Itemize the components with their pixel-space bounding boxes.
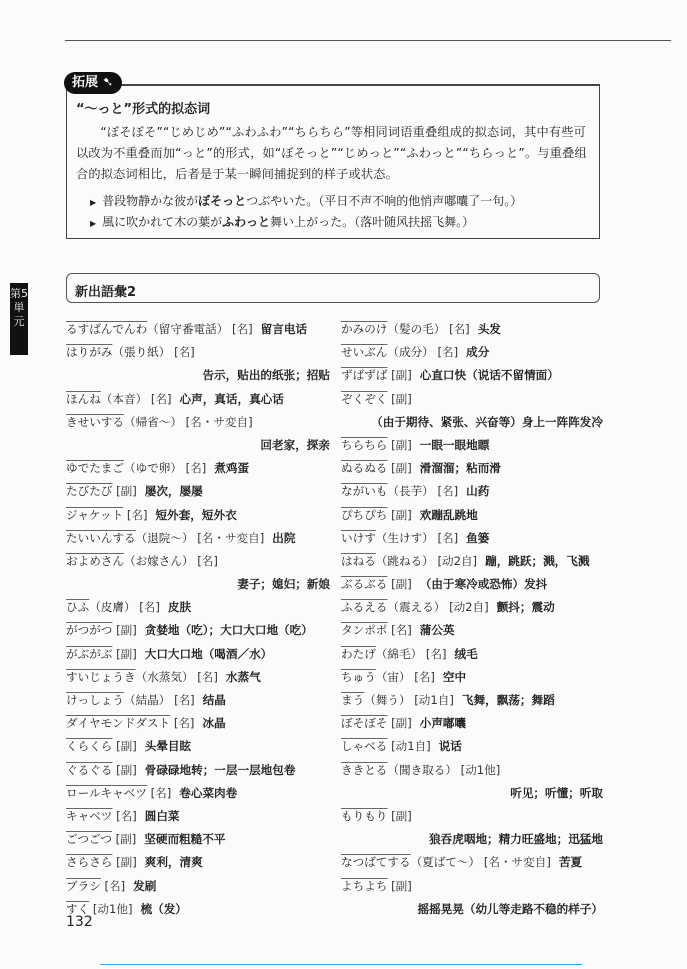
part-of-speech: [副]	[391, 368, 412, 383]
vocab-meaning: 欢蹦乱跳地	[419, 507, 478, 522]
vocab-kanji: （髪の毛）	[387, 322, 446, 336]
vocab-entry	[341, 480, 603, 503]
vocab-meaning: 出院	[272, 530, 296, 545]
vocab-entry	[66, 666, 330, 689]
part-of-speech: [名・サ変自]	[483, 855, 551, 870]
extension-badge	[64, 72, 122, 94]
vocab-meaning: 皮肤	[167, 600, 192, 615]
vocab-meaning: 留言电话	[260, 322, 308, 336]
part-of-speech: [名]	[174, 345, 195, 360]
part-of-speech: [名]	[437, 345, 459, 360]
part-of-speech: [动1他]	[92, 901, 133, 916]
vocab-word: よちよち	[341, 878, 388, 893]
vocab-meaning: 爽利，清爽	[144, 855, 203, 870]
vocab-word: すいじょうき	[66, 669, 136, 684]
vocab-entry	[341, 759, 603, 782]
vocab-word: ぶるぶる	[341, 577, 388, 592]
vocab-entry	[66, 759, 330, 782]
vocab-kanji: （ゆで卵）	[123, 461, 182, 476]
vocab-meaning: 坚硬而粗糙不平	[144, 832, 226, 847]
example-sentence	[90, 192, 522, 209]
vocab-entry	[66, 388, 330, 411]
part-of-speech: [名]	[174, 693, 195, 707]
part-of-speech: [名]	[391, 623, 412, 638]
vocab-word: たいいんする	[66, 530, 136, 545]
vocab-entry	[66, 550, 330, 573]
part-of-speech: [副]	[391, 808, 412, 823]
part-of-speech: [名]	[116, 808, 137, 823]
vocab-entry	[341, 457, 603, 480]
vocab-entry	[341, 318, 603, 341]
vocab-meaning: 苦夏	[558, 855, 583, 870]
vocab-meaning: 小声嘟囔	[419, 716, 467, 731]
vocab-entry	[341, 619, 603, 642]
vocab-meaning: 贪婪地（吃）；大口大口地（吃）	[144, 623, 313, 638]
vocab-meaning: 飞舞，飘荡；舞蹈	[461, 693, 555, 707]
part-of-speech: [副]	[116, 739, 137, 754]
vocab-meaning: 蹦，跳跃；溅，飞溅	[485, 553, 590, 568]
vocab-entry	[66, 341, 330, 364]
vocab-kanji: （留守番電話）	[147, 322, 229, 336]
vocab-kanji: （結晶）	[123, 693, 171, 707]
vocab-meaning: 狼吞虎咽地；精力旺盛地；迅猛地	[429, 832, 603, 847]
vocab-kanji: （舞う）	[364, 693, 411, 707]
example-highlight: ぼそっと	[198, 194, 247, 208]
vocab-word: いけす	[341, 530, 376, 545]
vocab-word: すく	[66, 901, 90, 916]
vocab-meaning: 听见；听懂；听取	[510, 785, 603, 800]
vocab-entry	[66, 735, 330, 758]
part-of-speech: [名]	[139, 600, 160, 615]
part-of-speech: [名]	[104, 878, 126, 893]
vocab-meaning: 颤抖；震动	[496, 600, 555, 615]
vocab-word: ずばずば	[341, 368, 388, 383]
vocab-word: なつばてする	[341, 855, 411, 870]
part-of-speech: [副]	[391, 878, 412, 893]
extension-paragraph: “ぼそぼそ”“じめじめ”“ふわふわ”“ちらちら”等相同词语重叠组成的拟态词，其中有些可以改为不重叠而加“っと”的形式，如“ぼそっと”“じめっと”“ふわっと”“ちらっと”。与重叠组合的拟态词相比，后者是于某一瞬间捕捉到的样子或状态。	[76, 125, 587, 181]
vocab-column-right	[341, 318, 603, 921]
vocab-word: わたげ	[341, 646, 376, 661]
vocab-meaning: 山药	[466, 484, 490, 499]
part-of-speech: [名]	[437, 484, 459, 499]
vocab-meaning: 蒲公英	[419, 623, 455, 638]
part-of-speech: [名]	[449, 322, 470, 336]
vocab-word: がつがつ	[66, 623, 113, 638]
example-text: つぶやいた。（平日不声不响的他悄声嘟囔了一句。）	[246, 194, 523, 208]
vocab-word: るすばんでんわ	[66, 322, 148, 336]
vocab-entry	[66, 875, 330, 898]
part-of-speech: [名]	[197, 669, 218, 684]
vocab-word: タンポポ	[341, 623, 388, 638]
vocab-meaning: 头发	[477, 322, 501, 336]
extension-box-top-rule	[118, 84, 600, 86]
vocab-meaning: 水蒸气	[225, 669, 261, 684]
vocab-meaning: 鱼篓	[466, 530, 490, 545]
vocab-kanji: （本音）	[100, 391, 148, 406]
vocab-kanji: （聞き取る）	[387, 762, 457, 777]
vocab-meaning-line	[66, 364, 330, 387]
vocab-word: およめさん	[66, 553, 124, 568]
vocab-word: ぼそぼそ	[341, 716, 388, 731]
vocab-entry	[66, 689, 330, 712]
part-of-speech: [副]	[116, 623, 137, 638]
vocab-meaning-line	[341, 411, 603, 434]
vocab-kanji: （お嫁さん）	[123, 553, 194, 568]
part-of-speech: [名]	[173, 716, 195, 731]
vocab-kanji: （帰省～）	[123, 414, 182, 429]
vocab-word: ブラシ	[66, 878, 101, 893]
vocab-kanji: （成分）	[387, 345, 434, 360]
vocab-word: きせいする	[66, 414, 124, 429]
vocab-word: しゃべる	[341, 739, 388, 754]
vocab-entry	[66, 851, 330, 874]
vocab-word: ゆでたまご	[66, 461, 124, 476]
vocab-meaning: 圆白菜	[144, 808, 180, 823]
vocab-meaning: 说话	[438, 739, 462, 754]
vocab-entry	[341, 341, 603, 364]
vocab-word: はりがみ	[66, 345, 113, 360]
footer-rule	[100, 964, 582, 965]
vocab-meaning-line	[341, 828, 603, 851]
vocab-word: ほんね	[66, 391, 101, 406]
vocab-meaning: 绒毛	[454, 646, 478, 661]
vocab-word: ふるえる	[341, 600, 388, 615]
vocab-entry	[341, 643, 603, 666]
vocab-word: かみのけ	[341, 322, 388, 336]
vocab-word: ぴちぴち	[341, 507, 388, 522]
vocab-entry	[66, 480, 330, 503]
vocab-entry	[341, 550, 603, 573]
vocab-meaning: 结晶	[202, 693, 226, 707]
vocab-kanji: （綿毛）	[375, 646, 423, 661]
example-text: 普段物静かな彼が	[102, 194, 199, 208]
vocab-word: まう	[341, 693, 365, 707]
part-of-speech: [名]	[126, 507, 148, 522]
vocab-word: ジャケット	[66, 507, 124, 522]
vocab-meaning: 发刷	[133, 878, 157, 893]
part-of-speech: [名]	[185, 461, 207, 476]
part-of-speech: [副]	[116, 855, 137, 870]
vocab-entry	[341, 735, 603, 758]
vocab-kanji: （退院～）	[135, 530, 194, 545]
vocab-column-left	[66, 318, 330, 921]
vocab-entry	[341, 388, 603, 411]
part-of-speech: [名]	[197, 553, 218, 568]
vocab-word: ひふ	[66, 600, 90, 615]
vocab-entry	[66, 411, 330, 434]
vocab-meaning: 梳（发）	[140, 901, 187, 916]
vocab-meaning: 屡次，屡屡	[144, 484, 203, 499]
unit-side-tab: 第5単元	[10, 283, 28, 355]
example-text: 舞い上がった。（落叶随风扶摇飞舞。）	[270, 215, 475, 229]
vocab-entry	[341, 596, 603, 619]
vocab-entry	[341, 689, 603, 712]
part-of-speech: [名・サ変自]	[197, 530, 265, 545]
part-of-speech: [副]	[116, 646, 137, 661]
vocab-meaning: 空中	[442, 669, 467, 684]
vocab-entry	[66, 782, 330, 805]
vocab-entry	[341, 805, 603, 828]
part-of-speech: [名]	[414, 669, 435, 684]
triangle-bullet-icon: ▶	[90, 219, 97, 228]
example-sentence	[90, 213, 474, 230]
vocab-word: ごつごつ	[66, 832, 112, 847]
part-of-speech: [动2自]	[449, 600, 489, 615]
vocab-entry	[66, 619, 330, 642]
vocab-word: けっしょう	[66, 693, 124, 707]
part-of-speech: [副]	[115, 832, 137, 847]
vocab-meaning: 摇摇晃晃（幼儿等走路不稳的样子）	[417, 901, 603, 916]
part-of-speech: [副]	[391, 461, 412, 476]
vocab-word: もりもり	[341, 808, 388, 823]
vocab-kanji: （長芋）	[387, 484, 434, 499]
vocab-word: さらさら	[66, 855, 113, 870]
vocab-word: ぬるぬる	[341, 461, 388, 476]
vocab-meaning: 大口大口地（喝酒／水）	[144, 646, 273, 661]
vocab-kanji: （皮膚）	[89, 600, 136, 615]
example-highlight: ふわっと	[222, 215, 271, 229]
vocab-entry	[66, 318, 330, 341]
vocab-word: がぶがぶ	[66, 646, 113, 661]
part-of-speech: [副]	[116, 762, 137, 777]
vocab-meaning: 一眼一眼地瞟	[419, 437, 490, 452]
vocab-meaning-line	[341, 898, 603, 921]
vocab-word: ぞくぞく	[341, 391, 388, 406]
vocab-entry	[66, 643, 330, 666]
vocab-entry	[341, 504, 603, 527]
vocab-entry	[341, 573, 603, 596]
part-of-speech: [副]	[391, 507, 412, 522]
part-of-speech: [动2自]	[437, 553, 478, 568]
vocab-entry	[66, 527, 330, 550]
vocab-entry	[341, 851, 603, 874]
vocab-entry	[341, 712, 603, 735]
vocab-entry	[66, 712, 330, 735]
part-of-speech: [名]	[232, 322, 253, 336]
part-of-speech: [副]	[391, 577, 412, 592]
vocab-word: くらくら	[66, 739, 113, 754]
vocab-meaning: 滑溜溜；粘而滑	[419, 461, 501, 476]
vocab-word: ダイヤモンドダスト	[66, 716, 171, 731]
vocab-kanji: （水蒸気）	[135, 669, 194, 684]
extension-title: “～っと”形式的拟态词	[76, 102, 211, 117]
part-of-speech: [名]	[150, 785, 172, 800]
extension-badge-label: 拓展	[72, 75, 99, 90]
vocab-meaning: 告示，贴出的纸张；招贴	[202, 368, 330, 383]
vocab-meaning: 卷心菜肉卷	[179, 785, 238, 800]
part-of-speech: [名]	[437, 530, 459, 545]
vocab-entry	[341, 434, 603, 457]
vocab-meaning: 成分	[466, 345, 490, 360]
part-of-speech: [副]	[116, 484, 137, 499]
part-of-speech: [动1他]	[460, 762, 501, 777]
vocab-word: ちらちら	[341, 437, 388, 452]
vocab-kanji: （夏ばて～）	[410, 855, 481, 870]
vocab-word: ちゅう	[341, 669, 376, 684]
vocab-entry	[341, 666, 603, 689]
vocab-meaning: （由于寒冷或恐怖）发抖	[419, 577, 548, 592]
vocab-word: たびたび	[66, 484, 113, 499]
vocab-meaning: 心声，真话，真心话	[179, 391, 284, 406]
vocab-meaning: 妻子；媳妇；新娘	[237, 577, 330, 592]
part-of-speech: [动1自]	[414, 693, 454, 707]
vocab-meaning-line	[66, 573, 330, 596]
part-of-speech: [名・サ変自]	[185, 414, 253, 429]
vocab-kanji: （震える）	[387, 600, 446, 615]
vocab-entry	[66, 457, 330, 480]
vocab-word: せいぶん	[341, 345, 388, 360]
vocab-meaning: 骨碌碌地转；一层一层地包卷	[144, 762, 296, 777]
vocab-word: ロールキャベツ	[66, 785, 147, 800]
vocab-entry	[341, 364, 603, 387]
header-rule	[65, 40, 671, 41]
vocab-entry	[66, 898, 330, 921]
vocab-entry	[341, 875, 603, 898]
vocab-entry	[66, 504, 330, 527]
vocab-word: ながいも	[341, 484, 388, 499]
vocab-meaning: 心直口快（说话不留情面）	[419, 368, 559, 383]
vocab-entry	[66, 828, 330, 851]
vocab-meaning: 头晕目眩	[144, 739, 192, 754]
vocab-meaning-line	[341, 782, 603, 805]
vocab-kanji: （宙）	[375, 669, 411, 684]
vocab-meaning: 煮鸡蛋	[214, 461, 250, 476]
page-number: 132	[66, 914, 93, 930]
vocab-entry	[341, 527, 603, 550]
vocab-meaning: （由于期待、紧张、兴奋等）身上一阵阵发冷	[371, 414, 603, 429]
part-of-speech: [副]	[391, 437, 412, 452]
vocab-kanji: （跳ねる）	[375, 553, 434, 568]
vocab-word: ききとる	[341, 762, 388, 777]
vocab-meaning-line	[66, 434, 330, 457]
vocab-meaning: 冰晶	[202, 716, 226, 731]
vocab-kanji: （生けす）	[375, 530, 434, 545]
vocab-meaning: 短外套，短外衣	[155, 507, 237, 522]
vocab-entry	[66, 596, 330, 619]
vocab-word: ぐるぐる	[66, 762, 113, 777]
vocab-entry	[66, 805, 330, 828]
example-text: 風に吹かれて木の葉が	[102, 215, 223, 229]
part-of-speech: [名]	[425, 646, 447, 661]
part-of-speech: [副]	[391, 716, 412, 731]
vocab-meaning: 回老家，探亲	[260, 437, 330, 452]
part-of-speech: [动1自]	[391, 739, 431, 754]
vocab-word: はねる	[341, 553, 376, 568]
vocab-section-header: 新出語彙2	[66, 273, 600, 303]
vocab-kanji: （張り紙）	[112, 345, 171, 360]
part-of-speech: [副]	[391, 391, 412, 406]
part-of-speech: [名]	[150, 391, 172, 406]
bird-icon: ➷	[98, 75, 114, 90]
triangle-bullet-icon: ▶	[90, 198, 97, 207]
vocab-word: キャベツ	[66, 808, 113, 823]
